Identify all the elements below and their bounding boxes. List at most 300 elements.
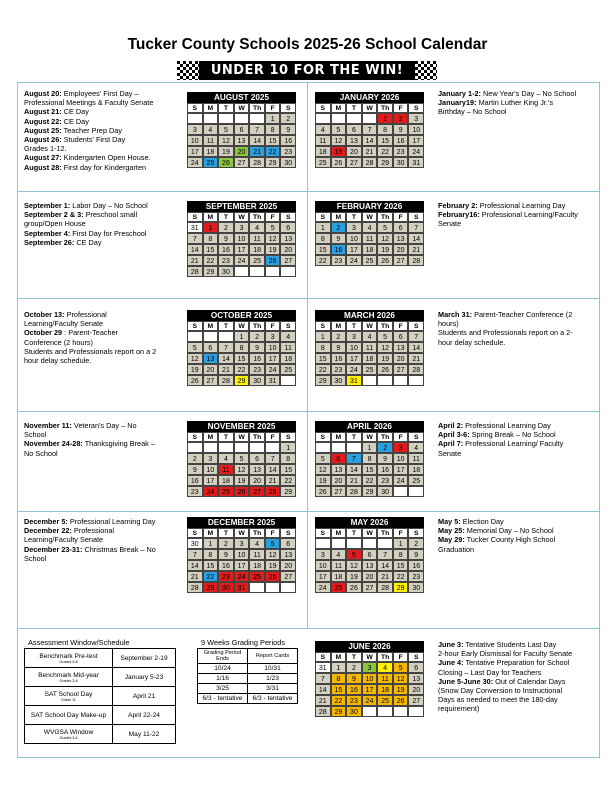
week-row xyxy=(187,442,296,453)
day-cell: 16 xyxy=(249,353,265,364)
weekday-label: T xyxy=(218,321,234,331)
weekday-label: S xyxy=(315,321,331,331)
day-cell: 24 xyxy=(203,486,219,497)
month-calendar xyxy=(315,201,424,266)
slogan-banner xyxy=(177,61,437,80)
day-cell: 29 xyxy=(315,375,331,386)
week-row xyxy=(315,662,424,673)
day-cell: 21 xyxy=(346,475,362,486)
week-row xyxy=(315,582,424,593)
day-cell: 18 xyxy=(362,353,378,364)
day-cell xyxy=(331,113,347,124)
day-cell: 9 xyxy=(377,453,393,464)
weekday-label: T xyxy=(218,432,234,442)
day-cell: 15 xyxy=(362,464,378,475)
day-cell: 4 xyxy=(362,222,378,233)
weekday-label: F xyxy=(393,652,409,662)
event-line: 2-hour Early Dismissal for Faculty Senate xyxy=(438,649,573,659)
day-cell: 27 xyxy=(234,157,250,168)
day-cell: 1 xyxy=(315,222,331,233)
weekday-label: W xyxy=(362,212,378,222)
month-calendar xyxy=(187,421,296,497)
day-cell: 27 xyxy=(203,375,219,386)
day-cell xyxy=(362,538,378,549)
month-calendar xyxy=(315,641,424,717)
day-cell: 9 xyxy=(218,233,234,244)
weekday-header xyxy=(187,528,296,538)
weekday-label: F xyxy=(265,103,281,113)
day-cell: 14 xyxy=(346,464,362,475)
assessment-row xyxy=(25,706,176,725)
day-cell: 26 xyxy=(393,695,409,706)
day-cell: 6 xyxy=(280,538,296,549)
weekday-label: S xyxy=(315,212,331,222)
day-cell: 5 xyxy=(218,124,234,135)
day-cell: 23 xyxy=(331,364,347,375)
day-cell: 1 xyxy=(362,442,378,453)
day-cell: 29 xyxy=(234,375,250,386)
day-cell: 21 xyxy=(265,475,281,486)
week-row xyxy=(187,549,296,560)
grading-header-row xyxy=(198,649,298,664)
day-cell: 10 xyxy=(346,342,362,353)
day-cell: 2 xyxy=(331,331,347,342)
week-row xyxy=(315,342,424,353)
day-cell: 30 xyxy=(280,157,296,168)
day-cell xyxy=(249,113,265,124)
day-cell: 14 xyxy=(377,560,393,571)
day-cell: 7 xyxy=(265,453,281,464)
week-row xyxy=(315,538,424,549)
day-cell: 18 xyxy=(377,684,393,695)
weekday-label: F xyxy=(265,432,281,442)
page-title: Tucker County Schools 2025-26 School Calendar xyxy=(127,36,488,53)
day-cell: 25 xyxy=(218,486,234,497)
weekday-label: W xyxy=(234,528,250,538)
day-cell: 12 xyxy=(218,135,234,146)
day-cell: 4 xyxy=(249,222,265,233)
day-cell xyxy=(280,582,296,593)
day-cell: 8 xyxy=(265,124,281,135)
weekday-label: T xyxy=(346,432,362,442)
assessment-dates: May 11-22 xyxy=(113,725,176,744)
day-cell: 9 xyxy=(408,549,424,560)
weekday-label: W xyxy=(362,103,378,113)
week-row xyxy=(187,560,296,571)
row-divider xyxy=(17,411,600,412)
day-cell xyxy=(362,375,378,386)
day-cell: 7 xyxy=(377,549,393,560)
day-cell: 28 xyxy=(249,157,265,168)
grading-cell: 3/25 xyxy=(198,684,248,694)
day-cell: 14 xyxy=(362,135,378,146)
week-row xyxy=(315,475,424,486)
day-cell: 8 xyxy=(362,453,378,464)
day-cell: 28 xyxy=(377,582,393,593)
grading-cell: 10/24 xyxy=(198,664,248,674)
week-row xyxy=(315,255,424,266)
day-cell: 4 xyxy=(280,331,296,342)
grading-row xyxy=(198,664,298,674)
day-cell: 28 xyxy=(265,486,281,497)
week-row xyxy=(187,582,296,593)
day-cell: 20 xyxy=(249,475,265,486)
day-cell: 13 xyxy=(408,673,424,684)
day-cell: 4 xyxy=(218,453,234,464)
day-cell: 2 xyxy=(280,113,296,124)
day-cell: 21 xyxy=(377,571,393,582)
weekday-label: S xyxy=(315,432,331,442)
day-cell: 16 xyxy=(377,464,393,475)
day-cell: 13 xyxy=(280,233,296,244)
day-cell: 15 xyxy=(203,560,219,571)
assessment-title: Assessment Window/Schedule xyxy=(28,638,130,647)
day-cell: 23 xyxy=(249,364,265,375)
week-row xyxy=(187,475,296,486)
week-row xyxy=(187,486,296,497)
event-line: Closing – Last Day for Teachers xyxy=(438,667,542,677)
week-row xyxy=(187,364,296,375)
day-cell: 30 xyxy=(187,538,203,549)
month-title: SEPTEMBER 2025 xyxy=(187,201,296,212)
day-cell: 4 xyxy=(362,331,378,342)
grading-header: Report Cards xyxy=(248,649,298,664)
week-row xyxy=(315,157,424,168)
day-cell: 2 xyxy=(187,453,203,464)
day-cell: 30 xyxy=(377,486,393,497)
day-cell: 25 xyxy=(249,571,265,582)
event-line: August 25: Teacher Prep Day xyxy=(24,125,123,135)
weekday-label: S xyxy=(315,103,331,113)
day-cell: 6 xyxy=(346,124,362,135)
day-cell: 8 xyxy=(234,342,250,353)
day-cell: 9 xyxy=(280,124,296,135)
week-row xyxy=(315,706,424,717)
day-cell xyxy=(393,486,409,497)
left-events-block xyxy=(24,310,184,365)
day-cell: 29 xyxy=(377,157,393,168)
week-row xyxy=(315,233,424,244)
day-cell: 6 xyxy=(362,549,378,560)
day-cell: 6 xyxy=(393,222,409,233)
day-cell: 28 xyxy=(187,266,203,277)
day-cell: 27 xyxy=(249,486,265,497)
day-cell: 22 xyxy=(265,146,281,157)
day-cell: 15 xyxy=(203,244,219,255)
day-cell: 26 xyxy=(346,582,362,593)
day-cell xyxy=(346,442,362,453)
day-cell: 15 xyxy=(331,684,347,695)
weekday-label: S xyxy=(408,432,424,442)
weekday-label: W xyxy=(234,432,250,442)
weekday-label: M xyxy=(203,103,219,113)
week-row xyxy=(315,673,424,684)
weekday-header xyxy=(187,432,296,442)
day-cell: 22 xyxy=(315,255,331,266)
event-line: April 7: Professional Learning/ Faculty xyxy=(438,439,564,449)
day-cell: 11 xyxy=(408,453,424,464)
day-cell: 3 xyxy=(265,331,281,342)
day-cell: 21 xyxy=(249,146,265,157)
day-cell: 17 xyxy=(346,353,362,364)
day-cell: 28 xyxy=(362,157,378,168)
day-cell: 16 xyxy=(393,135,409,146)
event-line: September 4: First Day for Preschool xyxy=(24,228,147,238)
weekday-label: Th xyxy=(249,321,265,331)
day-cell: 18 xyxy=(249,560,265,571)
assessment-grades: Grade 11 xyxy=(61,697,76,702)
day-cell: 29 xyxy=(362,486,378,497)
day-cell: 13 xyxy=(249,464,265,475)
day-cell: 10 xyxy=(408,124,424,135)
weekday-header xyxy=(187,212,296,222)
event-line: August 27: Kindergarten Open House. xyxy=(24,153,151,163)
day-cell: 18 xyxy=(280,353,296,364)
day-cell: 20 xyxy=(346,146,362,157)
day-cell: 6 xyxy=(203,342,219,353)
day-cell: 5 xyxy=(265,222,281,233)
day-cell: 22 xyxy=(331,695,347,706)
day-cell: 8 xyxy=(315,342,331,353)
day-cell: 5 xyxy=(393,662,409,673)
day-cell: 10 xyxy=(315,560,331,571)
weekday-label: S xyxy=(315,652,331,662)
day-cell: 19 xyxy=(331,146,347,157)
weekday-header xyxy=(315,103,424,113)
day-cell: 26 xyxy=(218,157,234,168)
day-cell: 14 xyxy=(249,135,265,146)
assessment-dates: September 2-19 xyxy=(113,649,176,668)
day-cell: 1 xyxy=(280,442,296,453)
event-line: April 3-6: Spring Break – No School xyxy=(438,430,556,440)
day-cell: 11 xyxy=(249,233,265,244)
day-cell: 17 xyxy=(315,571,331,582)
row-divider xyxy=(17,628,600,629)
weekday-label: S xyxy=(187,103,203,113)
day-cell: 26 xyxy=(265,571,281,582)
day-cell: 2 xyxy=(408,538,424,549)
weekday-label: Th xyxy=(377,432,393,442)
day-cell: 11 xyxy=(362,342,378,353)
banner-text: UNDER 10 FOR THE WIN! xyxy=(210,63,404,78)
event-line: August 28: First day for Kindergarten xyxy=(24,162,147,172)
row-divider xyxy=(17,298,600,299)
day-cell: 30 xyxy=(346,706,362,717)
event-line: December 5: Professional Learning Day xyxy=(24,517,156,526)
day-cell: 1 xyxy=(234,331,250,342)
day-cell: 11 xyxy=(218,464,234,475)
day-cell: 12 xyxy=(393,673,409,684)
weekday-label: F xyxy=(265,528,281,538)
event-line: Birthday – No School xyxy=(438,107,507,117)
day-cell: 8 xyxy=(203,549,219,560)
day-cell: 27 xyxy=(346,157,362,168)
weekday-label: S xyxy=(408,652,424,662)
day-cell: 17 xyxy=(203,475,219,486)
week-row xyxy=(315,442,424,453)
month-calendar xyxy=(315,421,424,497)
day-cell xyxy=(203,331,219,342)
day-cell: 21 xyxy=(315,695,331,706)
event-line: December 22: Professional xyxy=(24,526,115,536)
week-row xyxy=(187,146,296,157)
day-cell: 29 xyxy=(203,266,219,277)
day-cell: 24 xyxy=(346,255,362,266)
day-cell xyxy=(265,442,281,453)
day-cell: 20 xyxy=(280,244,296,255)
event-line: School xyxy=(24,553,47,563)
week-row xyxy=(187,353,296,364)
day-cell: 9 xyxy=(187,464,203,475)
day-cell: 28 xyxy=(218,375,234,386)
day-cell: 21 xyxy=(187,571,203,582)
week-row xyxy=(315,571,424,582)
day-cell: 25 xyxy=(377,695,393,706)
day-cell: 6 xyxy=(280,222,296,233)
week-row xyxy=(315,375,424,386)
day-cell: 16 xyxy=(331,244,347,255)
week-row xyxy=(187,124,296,135)
event-line: May 29: Tucker County High School xyxy=(438,535,556,545)
day-cell: 8 xyxy=(203,233,219,244)
weekday-label: Th xyxy=(249,103,265,113)
day-cell: 2 xyxy=(331,222,347,233)
weekday-label: F xyxy=(265,212,281,222)
day-cell: 13 xyxy=(280,549,296,560)
week-row xyxy=(315,331,424,342)
event-line: May 5: Election Day xyxy=(438,517,504,526)
left-events-block xyxy=(24,421,184,458)
day-cell: 6 xyxy=(331,453,347,464)
day-cell: 2 xyxy=(249,331,265,342)
day-cell: 26 xyxy=(377,364,393,375)
weekday-header xyxy=(187,321,296,331)
day-cell: 16 xyxy=(280,135,296,146)
day-cell: 24 xyxy=(346,364,362,375)
day-cell: 24 xyxy=(393,475,409,486)
day-cell: 7 xyxy=(187,549,203,560)
month-title: OCTOBER 2025 xyxy=(187,310,296,321)
day-cell: 7 xyxy=(408,222,424,233)
weekday-header xyxy=(315,528,424,538)
day-cell: 3 xyxy=(203,453,219,464)
day-cell: 5 xyxy=(265,538,281,549)
day-cell xyxy=(377,375,393,386)
day-cell: 18 xyxy=(331,571,347,582)
day-cell: 13 xyxy=(362,560,378,571)
weekday-label: T xyxy=(218,212,234,222)
week-row xyxy=(315,464,424,475)
month-title: MAY 2026 xyxy=(315,517,424,528)
day-cell: 4 xyxy=(331,549,347,560)
assessment-table xyxy=(24,648,176,744)
month-calendar xyxy=(187,201,296,277)
day-cell: 4 xyxy=(203,124,219,135)
day-cell xyxy=(408,486,424,497)
week-row xyxy=(315,124,424,135)
checkered-flag-left-icon xyxy=(177,61,199,80)
event-line: November 11: Veteran's Day – No xyxy=(24,421,137,430)
day-cell: 1 xyxy=(331,662,347,673)
day-cell: 19 xyxy=(393,684,409,695)
day-cell: 10 xyxy=(234,549,250,560)
day-cell: 16 xyxy=(218,244,234,255)
month-title: FEBRUARY 2026 xyxy=(315,201,424,212)
month-title: NOVEMBER 2025 xyxy=(187,421,296,432)
day-cell: 19 xyxy=(187,364,203,375)
day-cell: 4 xyxy=(315,124,331,135)
weekday-label: Th xyxy=(377,321,393,331)
day-cell: 7 xyxy=(408,331,424,342)
day-cell: 19 xyxy=(315,475,331,486)
weekday-header xyxy=(315,321,424,331)
day-cell xyxy=(315,113,331,124)
day-cell: 24 xyxy=(315,582,331,593)
day-cell: 14 xyxy=(315,684,331,695)
row-divider xyxy=(17,191,600,192)
day-cell: 22 xyxy=(203,255,219,266)
day-cell: 22 xyxy=(393,571,409,582)
week-row xyxy=(187,375,296,386)
grading-row xyxy=(198,674,298,684)
right-events-block xyxy=(438,89,598,117)
day-cell: 12 xyxy=(377,342,393,353)
day-cell: 1 xyxy=(265,113,281,124)
weekday-label: Th xyxy=(249,212,265,222)
weekday-label: S xyxy=(187,528,203,538)
day-cell: 23 xyxy=(377,475,393,486)
day-cell: 16 xyxy=(408,560,424,571)
day-cell: 14 xyxy=(265,464,281,475)
month-calendar xyxy=(187,517,296,593)
week-row xyxy=(187,222,296,233)
weekday-label: M xyxy=(331,528,347,538)
day-cell: 12 xyxy=(315,464,331,475)
day-cell: 7 xyxy=(362,124,378,135)
weekday-label: Th xyxy=(377,528,393,538)
assessment-dates: January 5-23 xyxy=(113,668,176,687)
weekday-label: T xyxy=(346,103,362,113)
day-cell: 22 xyxy=(280,475,296,486)
day-cell: 23 xyxy=(346,695,362,706)
week-row xyxy=(315,222,424,233)
day-cell xyxy=(234,266,250,277)
day-cell: 2 xyxy=(218,222,234,233)
weekday-label: F xyxy=(393,528,409,538)
grading-table xyxy=(197,648,298,704)
day-cell xyxy=(203,113,219,124)
day-cell: 11 xyxy=(249,549,265,560)
day-cell xyxy=(346,538,362,549)
day-cell: 11 xyxy=(315,135,331,146)
day-cell: 10 xyxy=(346,233,362,244)
assessment-name: Benchmark Pre-test Grades 3-8 xyxy=(25,649,113,668)
day-cell: 28 xyxy=(408,364,424,375)
day-cell: 27 xyxy=(362,582,378,593)
day-cell: 5 xyxy=(331,124,347,135)
day-cell xyxy=(187,331,203,342)
day-cell: 14 xyxy=(408,233,424,244)
weekday-label: W xyxy=(362,528,378,538)
day-cell: 20 xyxy=(234,146,250,157)
day-cell: 3 xyxy=(408,113,424,124)
day-cell: 16 xyxy=(346,684,362,695)
weekday-label: W xyxy=(234,321,250,331)
day-cell: 9 xyxy=(331,342,347,353)
event-line: Senate xyxy=(438,219,462,229)
day-cell: 29 xyxy=(393,582,409,593)
day-cell: 26 xyxy=(315,486,331,497)
